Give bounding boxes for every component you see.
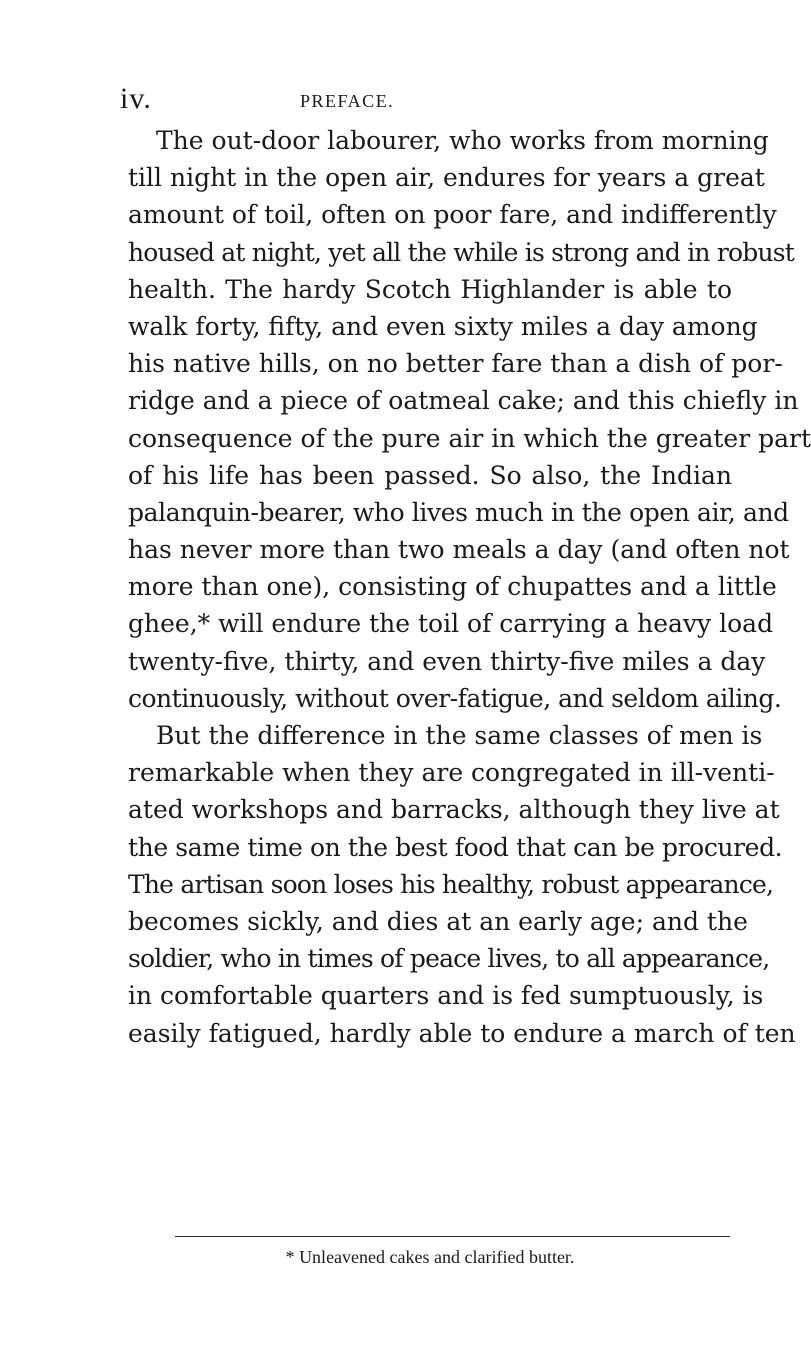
text-line: till night in the open air, endures for years a great [128,163,765,193]
text-line: ghee,* will endure the toil of carrying a heavy load [128,609,774,639]
page-number: iv. [120,82,152,115]
text-line: health. The hardy Scotch Highlander is able to [128,274,732,304]
text-line: easily fatigued, hardly able to endure a march of ten [128,1018,796,1048]
text-line: more than one), consisting of chupattes and a little [128,572,777,602]
text-line: palanquin-bearer, who lives much in the open air, and [128,497,789,527]
text-line: of his life has been passed. So also, the Indian [128,460,732,490]
text-line: remarkable when they are congregated in ill-venti- [128,758,775,788]
text-line: in comfortable quarters and is fed sumptuously, is [128,981,764,1011]
text-line: ated workshops and barracks, although they live at [128,795,780,825]
text-line: But the difference in the same classes of men is [156,721,763,750]
text-line: his native hills, on no better fare than a dish of por- [128,349,783,379]
text-line: housed at night, yet all the while is strong and in robust [128,237,795,267]
body-text [128,122,811,1052]
text-line: the same time on the best food that can be procured. [128,832,783,862]
text-line: The artisan soon loses his healthy, robust appearance, [128,869,774,899]
text-line: consequence of the pure air in which the greater part [128,423,811,453]
text-line: becomes sickly, and dies at an early age; and the [128,906,748,936]
page-header [120,82,730,115]
footnote-rule [175,1236,730,1237]
text-line: ridge and a piece of oatmeal cake; and this chiefly in [128,386,799,416]
text-line: has never more than two meals a day (and often not [128,535,790,565]
text-line: walk forty, fifty, and even sixty miles a day among [128,311,758,341]
text-line: twenty-five, thirty, and even thirty-five miles a day [128,646,766,676]
text-line: amount of toil, often on poor fare, and indifferently [128,200,777,230]
text-line: continuously, without over-fatigue, and seldom ailing. [128,683,782,713]
text-line: soldier, who in times of peace lives, to all appearance, [128,944,770,974]
text-line: The out-door labourer, who works from morning [156,126,769,155]
running-head: PREFACE. [300,91,395,111]
footnote: * Unleavened cakes and clarified butter. [285,1247,575,1267]
